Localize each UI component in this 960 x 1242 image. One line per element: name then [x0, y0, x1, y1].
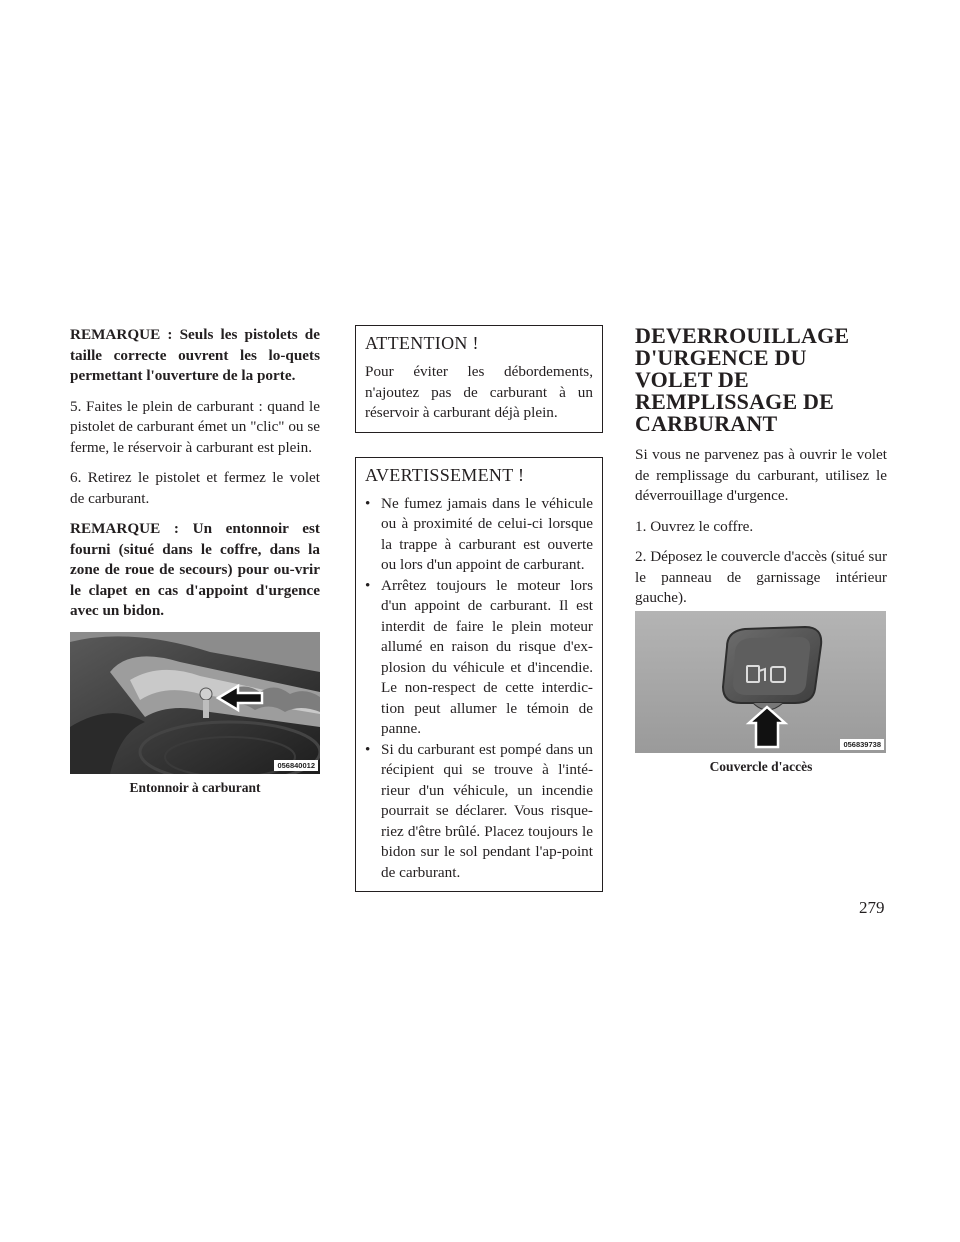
- middle-column: [355, 325, 603, 892]
- figure-caption: Couvercle d'accès: [709, 758, 813, 774]
- funnel-figure: [70, 632, 320, 774]
- intro-paragraph: Si vous ne parvenez pas à ouvrir le volet de remplissage du carburant, utilisez le déverrouillage d'urgence.: [635, 446, 887, 504]
- warning-item: • Arrêtez toujours le moteur lors d'un appoint de carburant. Il est interdit de faire le plein moteur allumé en raison du risque d'ex-plosion du véhicule et d'incendie. Le non-respect de cette interdic-tion peut allumer le témoin de panne.: [365, 576, 593, 737]
- warning-item: • Si du carburant est pompé dans un récipient qui se trouve à l'inté-rieur d'un véhicule, un incendie pourrait se déclarer. Vous risque-riez d'être brûlé. Placez toujours le bidon sur le sol pendant l'ap-point de carburant.: [365, 740, 593, 881]
- funnel-illustration: [70, 632, 320, 774]
- warning-item: • Ne fumez jamais dans le véhicule ou à proximité de celui-ci lorsque la trappe à carburant est ouverte ou lors d'un appoint de carburant.: [365, 494, 593, 573]
- caution-text: Pour éviter les débordements, n'ajoutez pas de carburant à un réservoir à carburant déjà plein.: [365, 363, 593, 421]
- right-column: [635, 325, 887, 775]
- note-funnel: REMARQUE : Un entonnoir est fourni (situé dans le coffre, dans la zone de roue de secours) pour ou-vrir le clapet en cas d'appoint d'urgence avec un bidon.: [70, 520, 320, 619]
- step-6: 6. Retirez le pistolet et fermez le volet de carburant.: [70, 469, 320, 507]
- left-column: [70, 325, 320, 796]
- warning-title: AVERTISSEMENT !: [365, 464, 525, 485]
- page-number: 279: [859, 898, 885, 917]
- section-heading: DEVERROUILLAGE D'URGENCE DU VOLET DE REMPLISSAGE DE CARBURANT: [635, 323, 850, 436]
- step-1: 1. Ouvrez le coffre.: [635, 517, 754, 535]
- caution-box: [355, 325, 603, 433]
- figure-code: 056840012: [274, 760, 318, 771]
- warning-box: [355, 457, 603, 893]
- step-5: 5. Faites le plein de carburant : quand le pistolet de carburant émet un "clic" ou se ferme, le réservoir à carburant est plein.: [70, 397, 320, 456]
- step-2: 2. Déposez le couvercle d'accès (situé sur le panneau de garnissage intérieur gauche).: [635, 548, 887, 606]
- access-cover-figure: [635, 611, 886, 753]
- figure-code: 056839738: [840, 739, 884, 750]
- figure-caption: Entonnoir à carburant: [129, 779, 261, 795]
- caution-title: ATTENTION !: [365, 333, 479, 353]
- note-injector: REMARQUE : Seuls les pistolets de taille correcte ouvrent les lo-quets permettant l'ouverture de la porte.: [70, 326, 320, 384]
- warning-list: [365, 494, 593, 884]
- access-cover-illustration: [635, 611, 886, 753]
